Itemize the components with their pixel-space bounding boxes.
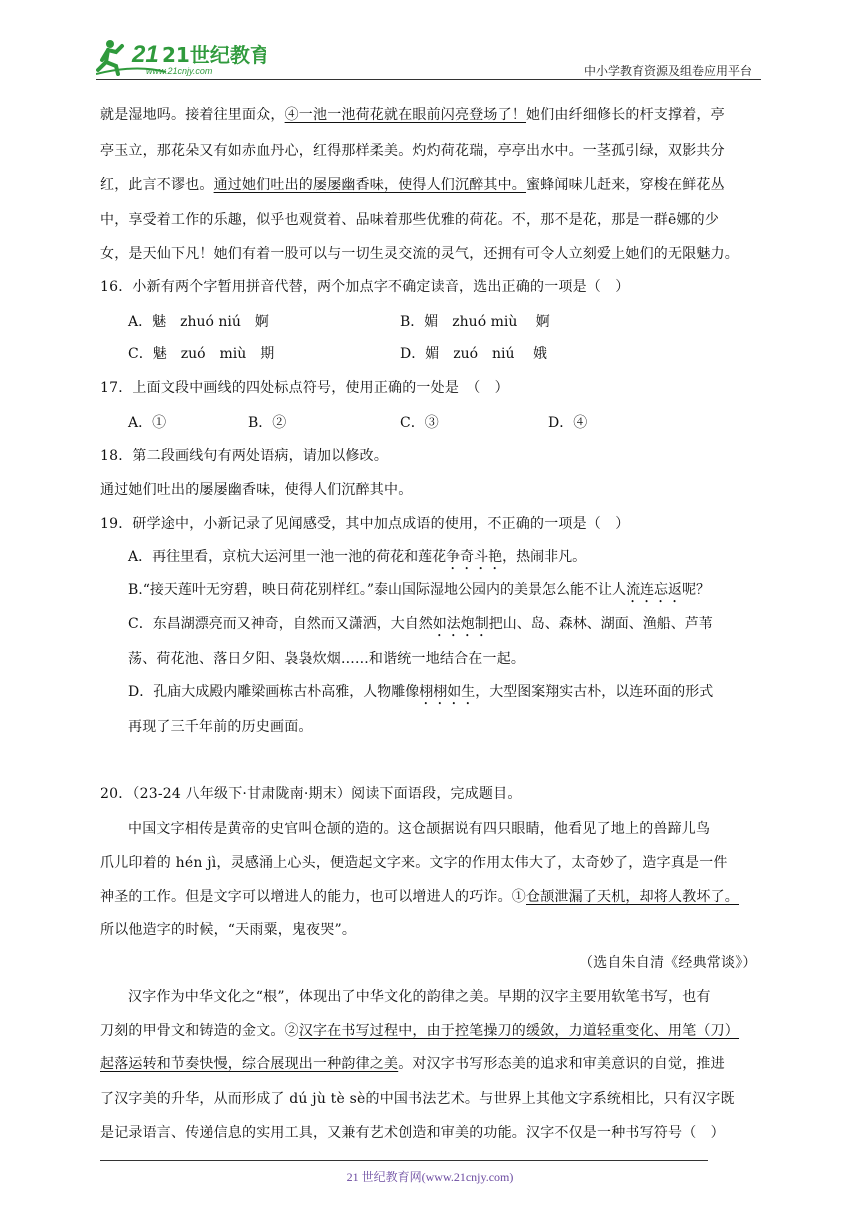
underlined-text: 起落运转和节奏快慢，综合展现出一种韵律之美 bbox=[100, 1056, 399, 1072]
q19-option-c-cont: 荡、荷花池、落日夕阳、袅袅炊烟......和谐统一地结合在一起。 bbox=[128, 651, 526, 667]
q17-option-d[interactable]: D．④ bbox=[548, 415, 588, 431]
question-19-stem: 19．研学途中，小新记录了见闻感受，其中加点成语的使用，不正确的一项是（ ） bbox=[100, 516, 630, 532]
underlined-text: ④一池一池荷花就在眼前闪亮登场了！ bbox=[284, 107, 527, 123]
svg-text:21: 21 bbox=[132, 41, 159, 68]
site-logo bbox=[96, 34, 266, 78]
passage-line: 就是湿地吗。接着往里面众，④一池一池荷花就在眼前闪亮登场了！她们由纤细修长的杆支撑着，亭 bbox=[100, 107, 725, 123]
passage-line: 所以他造字的时候，“天雨粟，鬼夜哭”。 bbox=[100, 922, 357, 938]
source-citation: （选自朱自清《经典常谈》） bbox=[579, 955, 757, 971]
passage-line: 红，此言不谬也。通过她们吐出的屡屡幽香味，使得人们沉醉其中。蜜蜂闻味儿赶来，穿梭在鲜花丛 bbox=[100, 177, 725, 193]
passage-line: 中，享受着工作的乐趣，似乎也观赏着、品味着那些优雅的荷花。不，那不是花，那是一群ē娜的少 bbox=[100, 212, 720, 228]
svg-text:21世纪教育: 21世纪教育 bbox=[162, 43, 266, 67]
q16-option-d[interactable]: D．媚 zuó niú 娥 bbox=[400, 346, 548, 362]
passage-line: 爪儿印着的 hén jì，灵感涌上心头，便造起文字来。文字的作用太伟大了，太奇妙了，造字真是一件 bbox=[100, 855, 728, 871]
svg-text:www.21cnjy.com: www.21cnjy.com bbox=[146, 66, 213, 76]
passage-line: 女，是天仙下凡！她们有着一股可以与一切生灵交流的灵气，还拥有可令人立刻爱上她们的无限魅力。 bbox=[100, 246, 739, 262]
q16-option-c[interactable]: C．魅 zuó miù 期 bbox=[128, 346, 275, 362]
dotted-idiom: 如法炮制 bbox=[432, 616, 489, 632]
q19-option-c[interactable]: C．东昌湖漂亮而又神奇，自然而又潇洒，大自然如法炮制把山、岛、森林、湖面、渔船、芦苇 bbox=[128, 616, 713, 632]
underlined-text: 通过她们吐出的屡屡幽香味，使得人们沉醉其中。 bbox=[213, 177, 527, 193]
q16-option-a[interactable]: A．魅 zhuó niú 婀 bbox=[128, 314, 269, 330]
question-17-stem: 17．上面文段中画线的四处标点符号，使用正确的一处是 （ ） bbox=[100, 380, 509, 396]
q17-option-a[interactable]: A．① bbox=[128, 415, 167, 431]
passage-line: 是记录语言、传递信息的实用工具，又兼有艺术创造和审美的功能。汉字不仅是一种书写符号（ ） bbox=[100, 1125, 725, 1141]
q19-option-d-cont: 再现了三千年前的历史画面。 bbox=[128, 719, 313, 735]
q17-option-c[interactable]: C．③ bbox=[400, 415, 439, 431]
passage-line: 起落运转和节奏快慢，综合展现出一种韵律之美。对汉字书写形态美的追求和审美意识的自觉，推进 bbox=[100, 1056, 725, 1072]
q19-option-d[interactable]: D．孔庙大成殿内雕梁画栋古朴高雅，人物雕像栩栩如生，大型图案翔实古朴，以连环面的形式 bbox=[128, 684, 714, 700]
q18-sentence: 通过她们吐出的屡屡幽香味，使得人们沉醉其中。 bbox=[100, 482, 413, 498]
underlined-text: 汉字在书写过程中，由于控笔操刀的缓敛，力道轻重变化、用笔（刀） bbox=[298, 1023, 740, 1039]
underlined-text: 仓颉泄漏了天机，却将人教坏了。 bbox=[526, 889, 739, 905]
page-footer[interactable]: 21 世纪教育网(www.21cnjy.com) bbox=[346, 1170, 514, 1184]
question-20-stem: 20．（23-24 八年级下·甘肃陇南·期末）阅读下面语段，完成题目。 bbox=[100, 786, 522, 802]
passage-line: 中国文字相传是黄帝的史官叫仓颉的造的。这仓颉据说有四只眼睛，他看见了地上的兽蹄儿鸟 bbox=[128, 821, 711, 837]
question-16-stem: 16．小新有两个字暂用拼音代替，两个加点字不确定读音，选出正确的一项是（ ） bbox=[100, 279, 630, 295]
passage-line: 刀刻的甲骨文和铸造的金文。②汉字在书写过程中，由于控笔操刀的缓敛，力道轻重变化、用笔（刀） bbox=[100, 1023, 740, 1039]
q16-option-b[interactable]: B．媚 zhuó miù 婀 bbox=[400, 314, 550, 330]
question-18-stem: 18．第二段画线句有两处语病，请加以修改。 bbox=[100, 448, 389, 464]
q19-option-b[interactable]: B.“接天莲叶无穷碧，映日荷花别样红。”泰山国际湿地公园内的美景怎么能不让人流连忘返呢？ bbox=[128, 582, 711, 598]
dotted-idiom: 流连忘返 bbox=[626, 582, 683, 598]
header-title: 中小学教育资源及组卷应用平台 bbox=[583, 64, 752, 78]
passage-line: 神圣的工作。但是文字可以增进人的能力，也可以增进人的巧诈。①仓颉泄漏了天机，却将人教坏了。 bbox=[100, 889, 739, 905]
footer-divider bbox=[100, 1160, 708, 1161]
dotted-idiom: 栩栩如生 bbox=[419, 684, 476, 700]
passage-line: 汉字作为中华文化之“根”，体现出了中华文化的韵律之美。早期的汉字主要用软笔书写，也有 bbox=[128, 989, 711, 1005]
q19-option-a[interactable]: A．再往里看，京杭大运河里一池一池的荷花和莲花争奇斗艳，热闹非凡。 bbox=[128, 549, 587, 565]
q17-option-b[interactable]: B．② bbox=[248, 415, 287, 431]
passage-line: 了汉字美的升华，从而形成了 dú jù tè sè的中国书法艺术。与世界上其他文字系统相比，只有汉字既 bbox=[100, 1091, 735, 1107]
passage-line: 亭玉立，那花朵又有如赤血丹心，红得那样柔美。灼灼荷花瑞，亭亭出水中。一茎孤引绿，双影共分 bbox=[100, 143, 725, 159]
runner-logo-icon bbox=[96, 34, 266, 78]
page-header bbox=[96, 34, 760, 80]
dotted-idiom: 争奇斗艳 bbox=[446, 549, 503, 565]
header-divider bbox=[96, 79, 761, 80]
